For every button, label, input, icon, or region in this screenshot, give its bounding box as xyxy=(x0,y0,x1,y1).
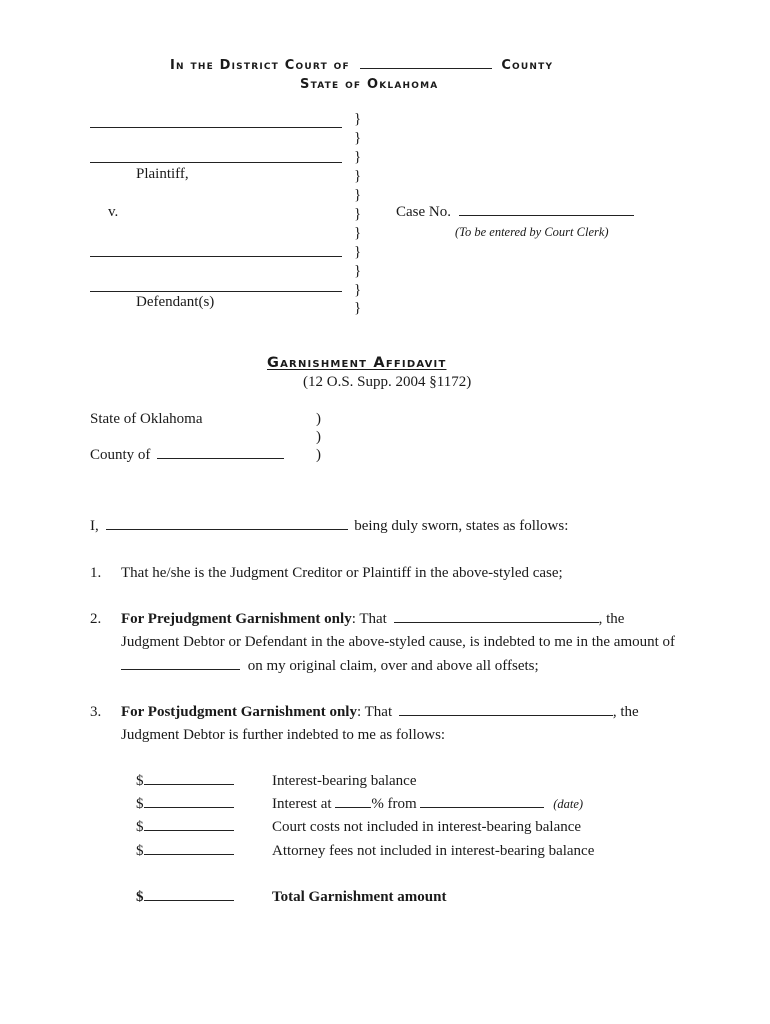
case-number-field[interactable] xyxy=(459,215,634,216)
brace: } xyxy=(354,168,362,184)
postjudgment-debtor-field[interactable] xyxy=(399,715,613,716)
item-3-the: , the xyxy=(612,704,639,720)
defendant-label: Defendant(s) xyxy=(136,294,215,310)
total-amount-field[interactable] xyxy=(144,900,234,901)
oath-statement xyxy=(90,518,568,535)
amount-label-1: Interest-bearing balance xyxy=(272,773,417,789)
interest-rate-field[interactable] xyxy=(335,807,371,808)
item-3-line-2: Judgment Debtor is further indebted to me as follows: xyxy=(121,727,446,743)
brace: } xyxy=(354,263,362,279)
document-title: Garnishment Affidavit xyxy=(267,355,447,371)
statute-citation: (12 O.S. Supp. 2004 §1172) xyxy=(303,374,472,390)
venue-county-row xyxy=(90,447,284,464)
total-row xyxy=(136,889,234,906)
case-number-row xyxy=(396,204,634,221)
plaintiff-label: Plaintiff, xyxy=(136,166,189,182)
county-name-field[interactable] xyxy=(360,68,492,69)
attorney-fees-field[interactable] xyxy=(144,854,234,855)
venue-county-label: County of xyxy=(90,447,151,463)
dollar-sign: $ xyxy=(136,843,144,859)
brace: } xyxy=(354,187,362,203)
dollar-sign: $ xyxy=(136,889,144,905)
plaintiff-line-1[interactable] xyxy=(90,127,342,128)
court-prefix: In the District Court of xyxy=(170,58,350,73)
court-suffix: County xyxy=(501,58,554,73)
court-costs-field[interactable] xyxy=(144,830,234,831)
amount-row-3 xyxy=(136,819,234,836)
dollar-sign: $ xyxy=(136,773,144,789)
brace: } xyxy=(354,282,362,298)
brace: } xyxy=(354,225,362,241)
item-2-heading: For Prejudgment Garnishment only xyxy=(121,611,352,627)
amount-label-4: Attorney fees not included in interest-bearing balance xyxy=(272,843,595,859)
item-3-line-1 xyxy=(121,704,639,721)
brace: } xyxy=(354,130,362,146)
amount-label-2 xyxy=(272,796,583,813)
venue-county-field[interactable] xyxy=(157,458,284,459)
brace: } xyxy=(354,300,362,316)
item-2-line-2: Judgment Debtor or Defendant in the above-styled cause, is indebted to me in the amount of xyxy=(121,634,676,650)
item-2-that: : That xyxy=(351,611,387,627)
case-number-label: Case No. xyxy=(396,204,451,220)
oath-start: I, xyxy=(90,518,99,534)
defendant-line-1[interactable] xyxy=(90,256,342,257)
plaintiff-line-2[interactable] xyxy=(90,162,342,163)
defendant-line-2[interactable] xyxy=(90,291,342,292)
interest-date-field[interactable] xyxy=(420,807,544,808)
item-3-heading: For Postjudgment Garnishment only xyxy=(121,704,357,720)
brace: } xyxy=(354,149,362,165)
dollar-sign: $ xyxy=(136,796,144,812)
state-heading: State of Oklahoma xyxy=(300,77,439,92)
item-2-line-1 xyxy=(121,611,624,628)
item-3-number: 3. xyxy=(90,704,102,720)
date-note: (date) xyxy=(553,797,584,811)
item-2-number: 2. xyxy=(90,611,102,627)
amount-row-1 xyxy=(136,773,234,790)
case-number-note: (To be entered by Court Clerk) xyxy=(455,225,609,239)
item-1-number: 1. xyxy=(90,565,102,581)
amount-row-2 xyxy=(136,796,234,813)
affiant-name-field[interactable] xyxy=(106,529,348,530)
interest-amount-field[interactable] xyxy=(144,807,234,808)
amount-row-4 xyxy=(136,843,234,860)
versus-label: v. xyxy=(108,204,119,220)
item-2-line-3 xyxy=(121,658,539,675)
percent-from-label: % from xyxy=(371,796,417,812)
item-2-line-3-text: on my original claim, over and above all offsets; xyxy=(247,658,539,674)
venue-paren: ) xyxy=(316,411,321,427)
interest-bearing-balance-field[interactable] xyxy=(144,784,234,785)
prejudgment-debtor-field[interactable] xyxy=(394,622,599,623)
venue-paren: ) xyxy=(316,429,321,445)
item-1-text: That he/she is the Judgment Creditor or Plaintiff in the above-styled case; xyxy=(121,565,563,581)
dollar-sign: $ xyxy=(136,819,144,835)
venue-state: State of Oklahoma xyxy=(90,411,203,427)
brace: } xyxy=(354,111,362,127)
total-label: Total Garnishment amount xyxy=(272,889,447,905)
item-2-the: , the xyxy=(598,611,625,627)
brace: } xyxy=(354,206,362,222)
brace: } xyxy=(354,244,362,260)
item-3-that: : That xyxy=(356,704,393,720)
prejudgment-amount-field[interactable] xyxy=(121,669,240,670)
amount-label-3: Court costs not included in interest-bearing balance xyxy=(272,819,582,835)
interest-at-label: Interest at xyxy=(272,796,332,812)
venue-paren: ) xyxy=(316,447,321,463)
court-heading xyxy=(170,58,553,73)
oath-end: being duly sworn, states as follows: xyxy=(354,518,569,534)
